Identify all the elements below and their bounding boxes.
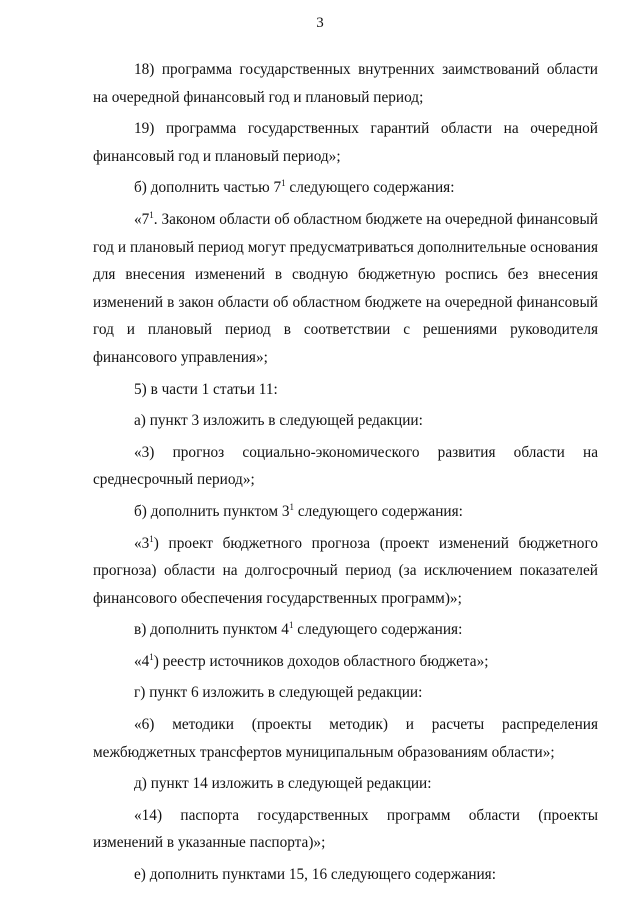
text-segment: 5) в части 1 статьи 11: xyxy=(134,380,278,398)
text-segment: б) дополнить пунктом 3 xyxy=(134,502,290,520)
page-number: 3 xyxy=(316,15,324,31)
text-segment: следующего содержания: xyxy=(285,179,455,197)
paragraph xyxy=(93,711,598,766)
paragraph xyxy=(93,679,598,707)
paragraph xyxy=(93,174,598,202)
superscript: 1 xyxy=(149,209,154,220)
paragraph xyxy=(93,861,598,889)
paragraph xyxy=(93,115,598,170)
paragraph xyxy=(93,376,598,404)
paragraph xyxy=(93,498,598,526)
text-segment: г) пункт 6 изложить в следующей редакции: xyxy=(134,684,423,702)
text-segment: «3) прогноз социально-экономического развития области на среднесрочный период»; xyxy=(93,443,598,489)
superscript: 1 xyxy=(149,533,154,544)
document-body xyxy=(93,56,598,893)
text-segment: д) пункт 14 изложить в следующей редакции: xyxy=(134,775,432,793)
text-segment: ) проект бюджетного прогноза (проект изменений бюджетного прогноза) области на долгосрочный период (за исключением показателей финансового обеспечения государственных программ)»; xyxy=(93,534,598,607)
text-segment: в) дополнить пунктом 4 xyxy=(134,621,289,639)
text-segment: «3 xyxy=(134,534,150,552)
text-segment: «7 xyxy=(134,210,150,228)
paragraph xyxy=(93,802,598,857)
text-segment: следующего содержания: xyxy=(293,621,463,639)
text-segment: а) пункт 3 изложить в следующей редакции: xyxy=(134,412,423,430)
superscript: 1 xyxy=(281,178,286,189)
text-segment: «14) паспорта государственных программ области (проекты изменений в указанные паспорта)»; xyxy=(93,806,598,852)
text-segment: . Законом области об областном бюджете на очередной финансовый год и плановый период могут предусматриваться дополнительные основания для внесения изменений в сводную бюджетную роспись без внесения изменений в закон области об областном бюджете на очередной финансовый год и плановый период в соответствии с решениями руководителя финансового управления»; xyxy=(93,210,598,366)
text-segment: 18) программа государственных внутренних заимствований области на очередной финансовый год и плановый период; xyxy=(93,61,598,106)
paragraph xyxy=(93,648,598,676)
text-segment: следующего содержания: xyxy=(294,502,463,520)
text-segment: «6) методики (проекты методик) и расчеты распределения межбюджетных трансфертов муниципальным образованиям области»; xyxy=(93,716,598,761)
text-segment: б) дополнить частью 7 xyxy=(134,179,282,197)
paragraph xyxy=(93,206,598,372)
paragraph xyxy=(93,56,598,111)
superscript: 1 xyxy=(288,620,294,631)
text-segment: ) реестр источников доходов областного бюджета»; xyxy=(153,652,489,670)
paragraph xyxy=(93,439,598,494)
paragraph xyxy=(93,530,598,613)
text-segment: «4 xyxy=(134,652,150,670)
superscript: 1 xyxy=(289,501,295,512)
paragraph xyxy=(93,407,598,435)
text-segment: 19) программа государственных гарантий области на очередной финансовый год и плановый период»; xyxy=(93,120,598,165)
text-segment: е) дополнить пунктами 15, 16 следующего содержания: xyxy=(134,866,496,884)
superscript: 1 xyxy=(149,651,154,662)
paragraph xyxy=(93,770,598,798)
paragraph xyxy=(93,616,598,644)
